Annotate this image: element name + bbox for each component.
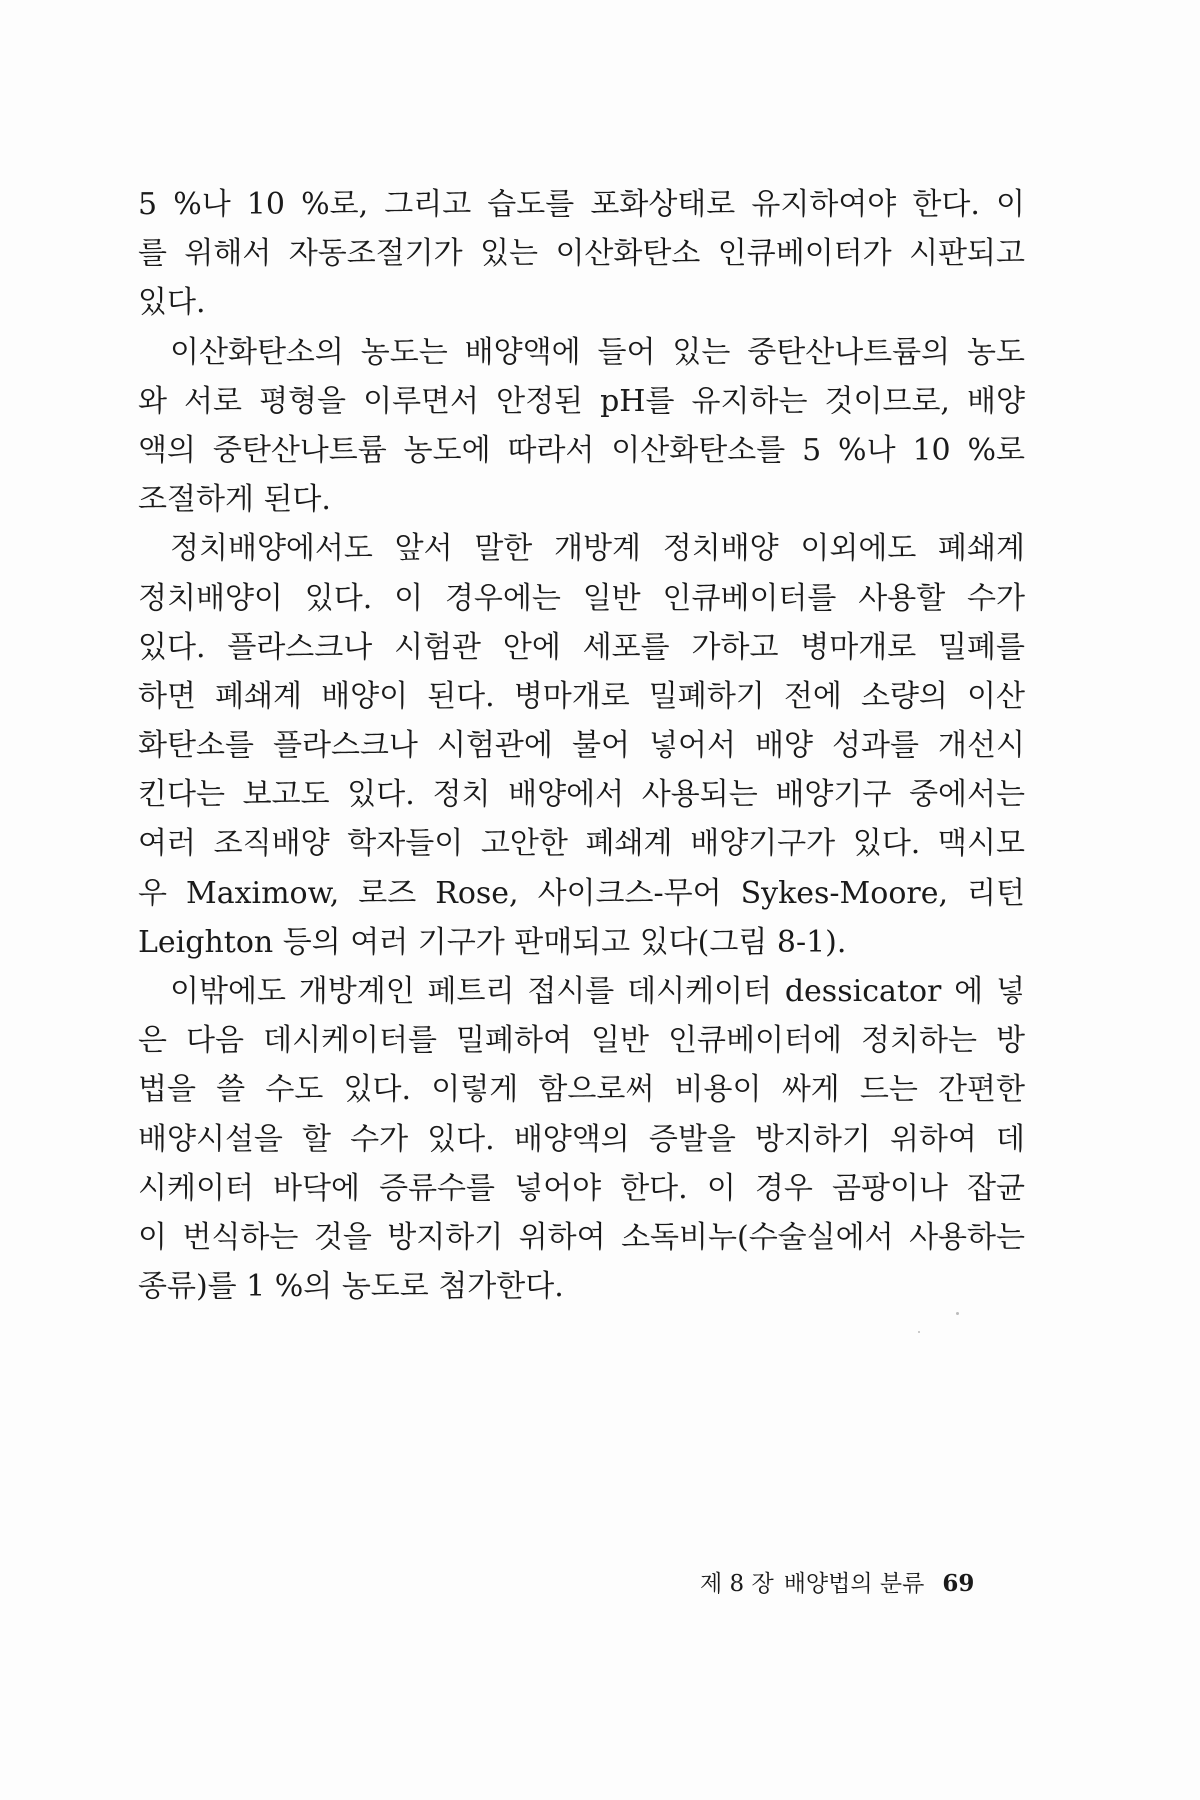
text-line: 와 서로 평형을 이루면서 안정된 pH를 유지하는 것이므로, 배양: [138, 383, 1025, 419]
text-line: 조절하게 된다.: [138, 482, 331, 518]
paper-speck: [918, 1331, 920, 1333]
text-line: 액의 중탄산나트륨 농도에 따라서 이산화탄소를 5 %나 10 %로: [138, 432, 1025, 468]
text-line: 5 %나 10 %로, 그리고 습도를 포화상태로 유지하여야 한다. 이: [138, 187, 1025, 222]
text-line: 종류)를 1 %의 농도로 첨가한다.: [138, 1269, 564, 1305]
paragraph: [138, 328, 1025, 525]
text-line: 배양시설을 할 수가 있다. 배양액의 증발을 방지하기 위하여 데: [138, 1121, 1025, 1157]
paragraph: [138, 180, 1025, 328]
text-line: 정치배양에서도 앞서 말한 개방계 정치배양 이외에도 폐쇄계: [170, 531, 1025, 567]
body-text: [138, 180, 1025, 1311]
text-line: 이 번식하는 것을 방지하기 위하여 소독비누(수술실에서 사용하는: [138, 1219, 1025, 1255]
text-line: 하면 폐쇄계 배양이 된다. 병마개로 밀폐하기 전에 소량의 이산: [138, 678, 1025, 714]
text-line: 이산화탄소의 농도는 배양액에 들어 있는 중탄산나트륨의 농도: [170, 334, 1025, 370]
text-line: Leighton 등의 여러 기구가 판매되고 있다(그림 8-1).: [138, 924, 847, 960]
text-line: 있다. 플라스크나 시험관 안에 세포를 가하고 병마개로 밀폐를: [138, 629, 1025, 665]
text-line: 법을 쓸 수도 있다. 이렇게 함으로써 비용이 싸게 드는 간편한: [138, 1072, 1025, 1108]
chapter-title: 배양법의 분류: [783, 1571, 925, 1597]
paper-speck: [956, 1312, 959, 1315]
chapter-label: 제 8 장: [700, 1571, 774, 1597]
text-line: 있다.: [138, 285, 206, 321]
running-footer: [700, 1565, 1025, 1598]
text-line: 킨다는 보고도 있다. 정치 배양에서 사용되는 배양기구 중에서는: [138, 777, 1025, 813]
text-line: 여러 조직배양 학자들이 고안한 폐쇄계 배양기구가 있다. 맥시모: [138, 826, 1025, 862]
text-line: 은 다음 데시케이터를 밀폐하여 일반 인큐베이터에 정치하는 방: [138, 1023, 1025, 1059]
page-number: 69: [942, 1570, 975, 1597]
text-line: 를 위해서 자동조절기가 있는 이산화탄소 인큐베이터가 시판되고: [138, 236, 1025, 272]
text-line: 우 Maximow, 로즈 Rose, 사이크스-무어 Sykes-Moore, 리턴: [138, 875, 1025, 911]
text-line: 시케이터 바닥에 증류수를 넣어야 한다. 이 경우 곰팡이나 잡균: [138, 1170, 1025, 1206]
text-line: 화탄소를 플라스크나 시험관에 불어 넣어서 배양 성과를 개선시: [138, 728, 1025, 764]
text-line: 이밖에도 개방계인 페트리 접시를 데시케이터 dessicator 에 넣: [170, 974, 1025, 1009]
text-line: 정치배양이 있다. 이 경우에는 일반 인큐베이터를 사용할 수가: [138, 580, 1025, 616]
paragraph: [138, 967, 1025, 1311]
paragraph: [138, 524, 1025, 967]
